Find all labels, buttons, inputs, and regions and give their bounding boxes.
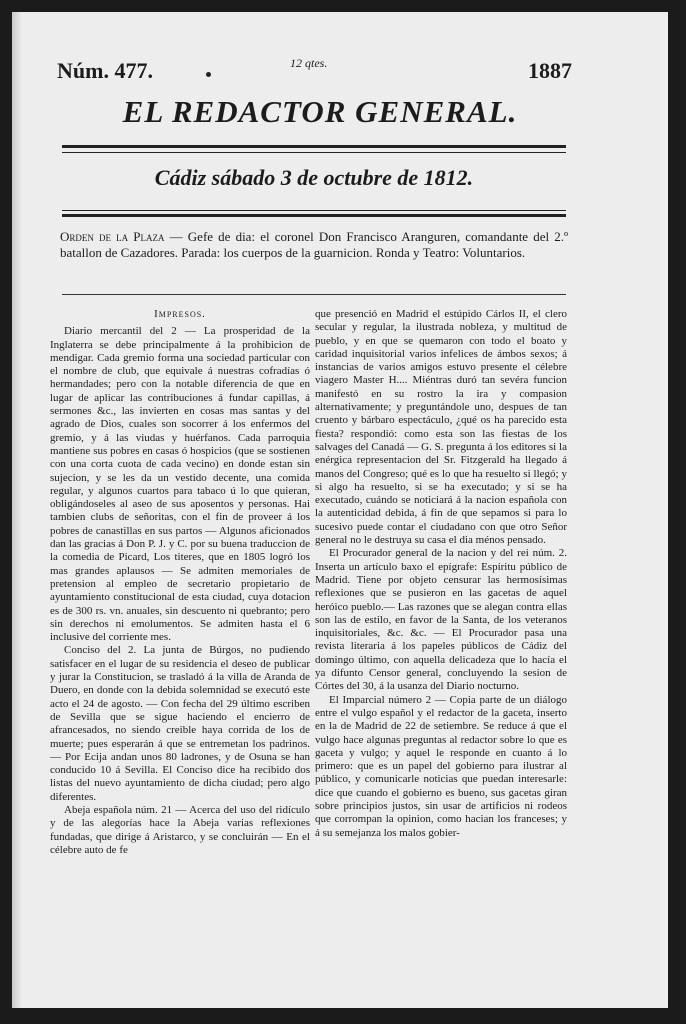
paragraph: Abeja española núm. 21 — Acerca del uso del ridículo y de las alegorías hace la Abeja varias reflexiones fundadas, que dirige á Aristarco, y se concluirán — En el célebre auto de fe	[50, 803, 310, 856]
impresos-heading: Impresos.	[154, 308, 206, 320]
price-note: 12 qtes.	[290, 56, 328, 70]
section-rule	[62, 294, 566, 295]
right-column	[315, 308, 567, 840]
paragraph: El Procurador general de la nacion y del rei núm. 2. Inserta un artículo baxo el epígrafe: Espíritu público de Madrid. Tiene por objeto censurar las hermosísimas reflexiones que se pusieron en las gacetas de aquel heróico pueblo.— Las razones que se alegan contra ellas son las de estilo, en favor de la Santa, de los veteranos inquisitoriales, &c. &c. — El Procurador pasa una revista literaria á los papeles públicos de Cádiz del domingo último, con aquella delicadeza que lo hacía el ya difunto Censor general, concluyendo la sesion de Córtes del 30, á la usanza del Diario nocturno.	[315, 547, 567, 693]
masthead-rule-thick	[62, 145, 566, 148]
page-edge-shadow	[12, 12, 22, 1008]
issue-number: Núm. 477.	[57, 58, 153, 83]
paragraph: Diario mercantil del 2 — La prosperidad de la Inglaterra se debe principalmente á la prohibicion de mendigar. Cada gremio forma una sociedad particular con el nombre de club, que equivale á nuestras cofradías ó hermandades; pero con la notable diferencia de que en lugar de aplicar las contribuciones á fundar capillas, á sermones &c., las invierten en cosas mas santas y del agrado de Dios, cuales son socorrer á los enfermos del gremio, y á las viudas y huérfanos. Cada parroquia mantiene sus pobres en casas ó hospicios (que se sostienen con una corta cuota de cada vecino) en donde estan sin sujecion, y se les da un vestido decente, una comida regular, y algunos cuartos para tabaco ú lo que quieran, obligándoseles al aseo de sus aposentos y personas. Hai tambien clubs de señoritas, con el fin de proveer á los pobres de canastillas en sus partos — Algunos aficionados dan las gracias á Don P. J. y C. por su buena traduccion de la comedia de Picard, Los titeres, que en 1805 logró los mas grandes aplausos — Se admiten memoriales de pretension al empleo de secretario propietario de ayuntamiento constitucional de esta ciudad, cuya dotacion es de 300 rs. vn. anuales, sin descuento ni quebranto; pero sin derechos ni emolumentos. Se admiten hasta el 6 inclusive del corriente mes.	[50, 325, 310, 644]
year-mark: 1887	[528, 58, 572, 83]
masthead-title: EL REDACTOR GENERAL.	[122, 94, 518, 129]
left-column	[50, 308, 310, 857]
dateline: Cádiz sábado 3 de octubre de 1812.	[154, 165, 474, 190]
paragraph: que presenció en Madrid el estúpido Cárlos II, el clero secular y regular, la ilustrada nobleza, y multitud de pueblo, y en que se quemaron con todo el boato y caridad inquisitorial varios infelices de ámbos sexos; á instancias de varios amigos estuvo presente el célebre viagero Master H.... Miéntras duró tan sevéra funcion manifestó en su rostro la ira y compasion alternativamente; y preguntándole uno, despues de tan cruento y bárbaro espectáculo, ¿qué os ha parecido esta fiesta? respondió: como esta son las fiestas de los salvages del Canadá — G. S. pregunta á los editores si la enérgica representacion del Sr. Fitzgerald ha llegado á manos del Congreso; qué es lo que ha resuelto si llegó; y si algo ha resuelto, si se ha executado; y si se ha executado, cuándo se noticiará á la nacion española con la autenticidad debida, á fin de que sepamos si para lo sucesivo puede contar el ciudadano con que otro Señor general no le destruya su casa el dia ménos pensado.	[315, 308, 567, 547]
dateline-rule-thin	[62, 210, 566, 211]
masthead-rule-thin	[62, 152, 566, 153]
newspaper-page	[12, 12, 668, 1008]
paragraph: Conciso del 2. La junta de Búrgos, no pudiendo satisfacer en el lugar de su residencia el deseo de publicar y jurar la Constitucion, se trasladó á la villa de Aranda de Duero, en donde con la debida solemnidad se executó este acto el 24 de agosto. — Con fecha del 29 último escriben de Sevilla que se sigue haciendo el encierro de afrancesados, no siendo creible haya corrida de los de muerte; pues esperarán á que se entremetan los padrinos. — Por Ecija andan unos 80 ladrones, y de Osuna se han conducido 10 á Sevilla. El Conciso dice ha recibido dos listas del nuevo ayuntamiento de dicha ciudad; pero algo diferentes.	[50, 644, 310, 803]
orden-de-la-plaza	[60, 229, 568, 261]
dateline-rule-thick	[62, 214, 566, 217]
orden-text: — Gefe de dia: el coronel Don Francisco Aranguren, comandante del 2.º batallon de Cazadores. Parada: los cuerpos de la guarnicion. Ronda y Teatro: Voluntarios.	[60, 229, 569, 260]
ink-dot	[206, 72, 211, 77]
orden-label: Orden de la Plaza	[60, 229, 165, 244]
paragraph: El Imparcial número 2 — Copia parte de un diálogo entre el vulgo español y el redactor de la gaceta, inserto en la de Madrid de 22 de setiembre. Se reduce á que el vulgo hace algunas preguntas al redactor sobre lo que es gaceta y vulgo; y aquel le responde en cuanto á lo primero: que es un papel del gobierno para ilustrar al público, y comunicarle noticias que puedan interesarle: dice que cuando el gobierno es bueno, sus gacetas giran sobre principios justos, sin usar de artificios ni rodeos que corrompan la opinion, como hacian los franceses; y á su semejanza los malos gobier-	[315, 693, 567, 839]
